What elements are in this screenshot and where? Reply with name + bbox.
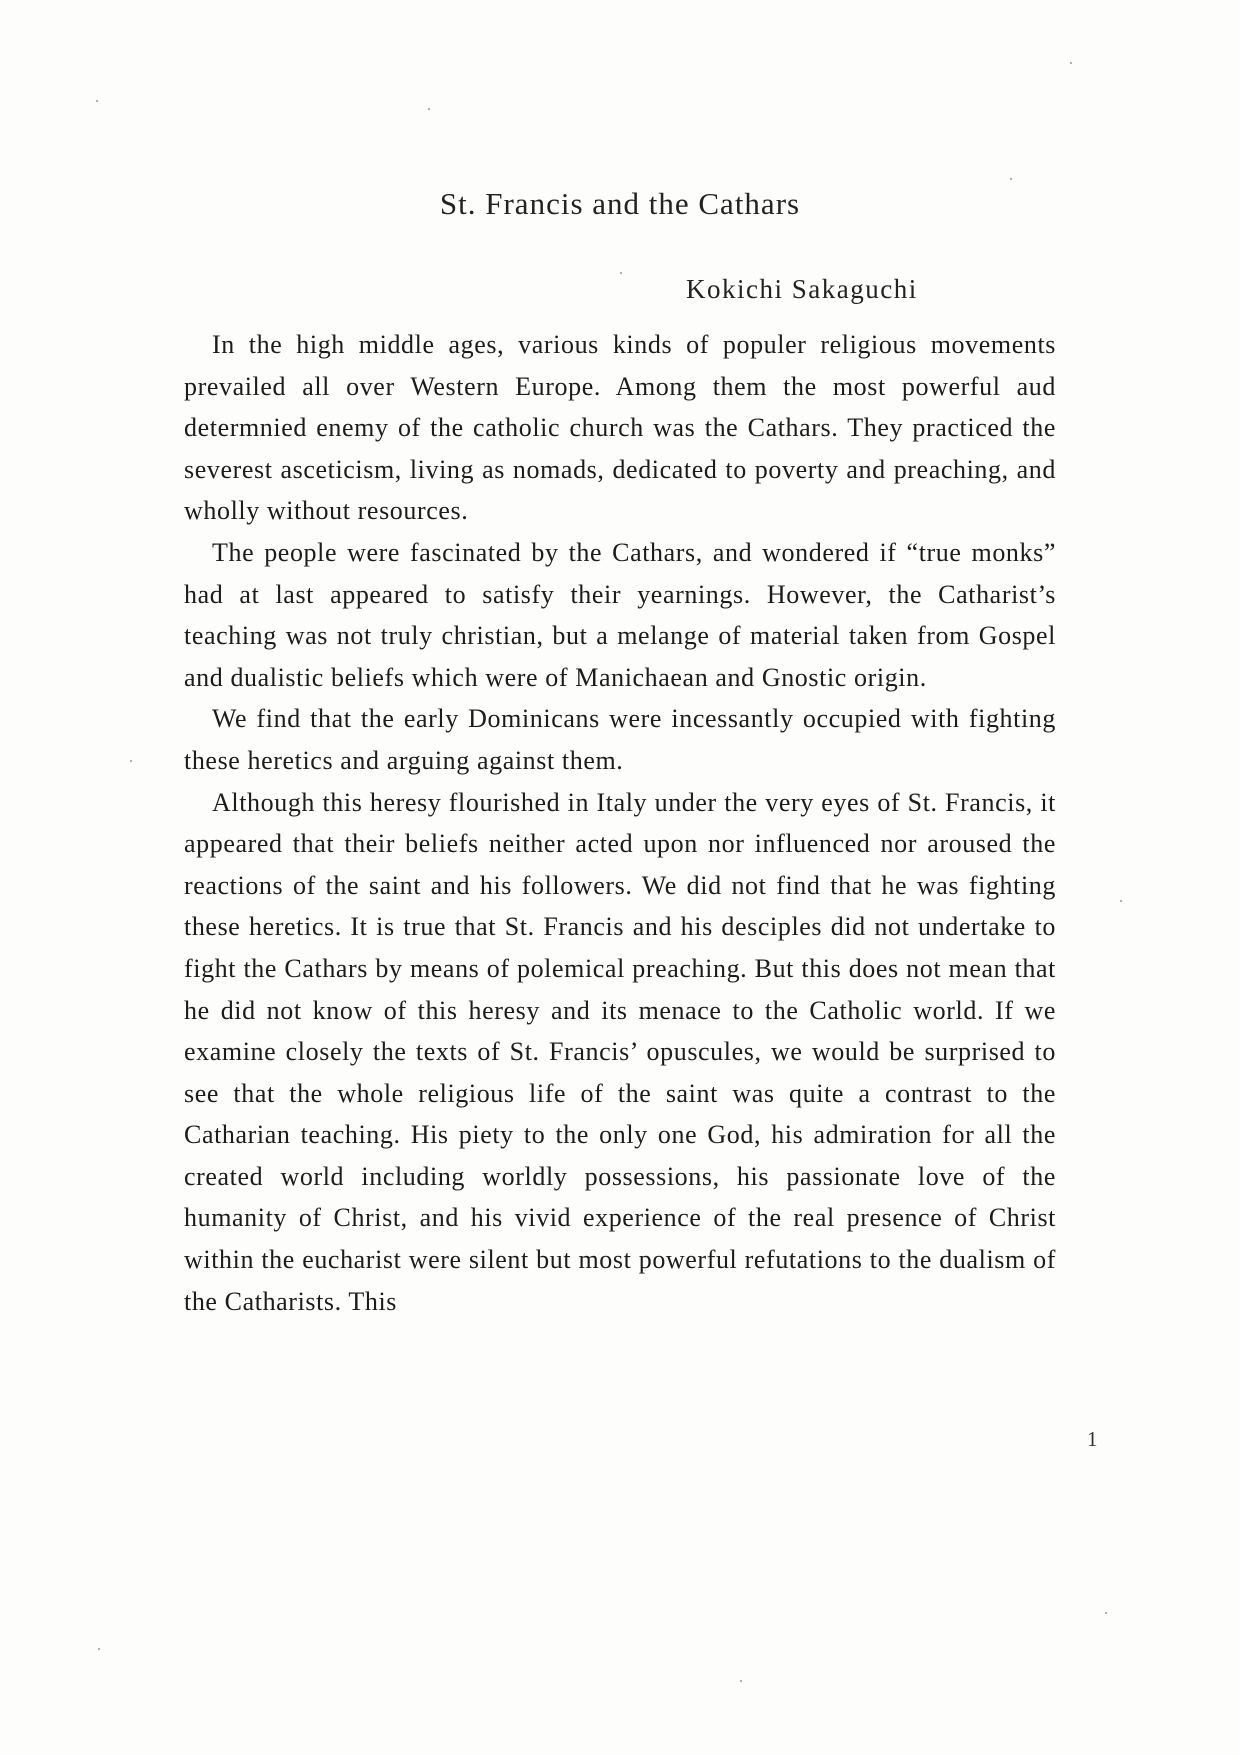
- article-author: Kokichi Sakaguchi: [686, 274, 918, 304]
- scan-speck: [130, 760, 132, 762]
- scan-speck: [620, 272, 622, 274]
- scan-speck: [98, 1648, 100, 1650]
- scan-speck: [96, 100, 98, 102]
- scan-speck: [1105, 1612, 1107, 1614]
- paragraph: We find that the early Dominicans were incessantly occupied with fighting these heretics and arguing against them.: [184, 704, 1056, 775]
- paragraph: In the high middle ages, various kinds of populer religious movements prevailed all over Western Europe. Among them the most powerful aud determnied enemy of the catholic church was the Cathars. They practiced the severest asceticism, living as nomads, dedicated to poverty and preaching, and wholly without resources.: [184, 330, 1056, 526]
- paragraph: The people were fascinated by the Cathars, and wondered if “true monks” had at last appeared to satisfy their yearnings. However, the Catharist’s teaching was not truly christian, but a melange of material taken from Gospel and dualistic beliefs which were of Manichaean and Gnostic origin.: [184, 537, 1056, 692]
- scan-speck: [1010, 178, 1012, 180]
- article-title: St. Francis and the Cathars: [439, 186, 801, 221]
- scan-speck: [740, 1680, 742, 1682]
- page-number: 1: [1087, 1427, 1098, 1451]
- scan-speck: [428, 108, 430, 110]
- article-body: [184, 324, 1056, 1322]
- scan-speck: [1120, 900, 1122, 902]
- scan-speck: [1070, 62, 1072, 64]
- paragraph: Although this heresy flourished in Italy under the very eyes of St. Francis, it appeared that their beliefs neither acted upon nor influenced nor aroused the reactions of the saint and his followers. We did not find that he was fighting these heretics. It is true that St. Francis and his desciples did not undertake to fight the Cathars by means of polemical preaching. But this does not mean that he did not know of this heresy and its menace to the Catholic world. If we examine closely the texts of St. Francis’ opuscules, we would be surprised to see that the whole religious life of the saint was quite a contrast to the Catharian teaching. His piety to the only one God, his admiration for all the created world including worldly possessions, his passionate love of the humanity of Christ, and his vivid experience of the real presence of Christ within the eucharist were silent but most powerful refutations to the dualism of the Catharists. This: [184, 787, 1056, 1316]
